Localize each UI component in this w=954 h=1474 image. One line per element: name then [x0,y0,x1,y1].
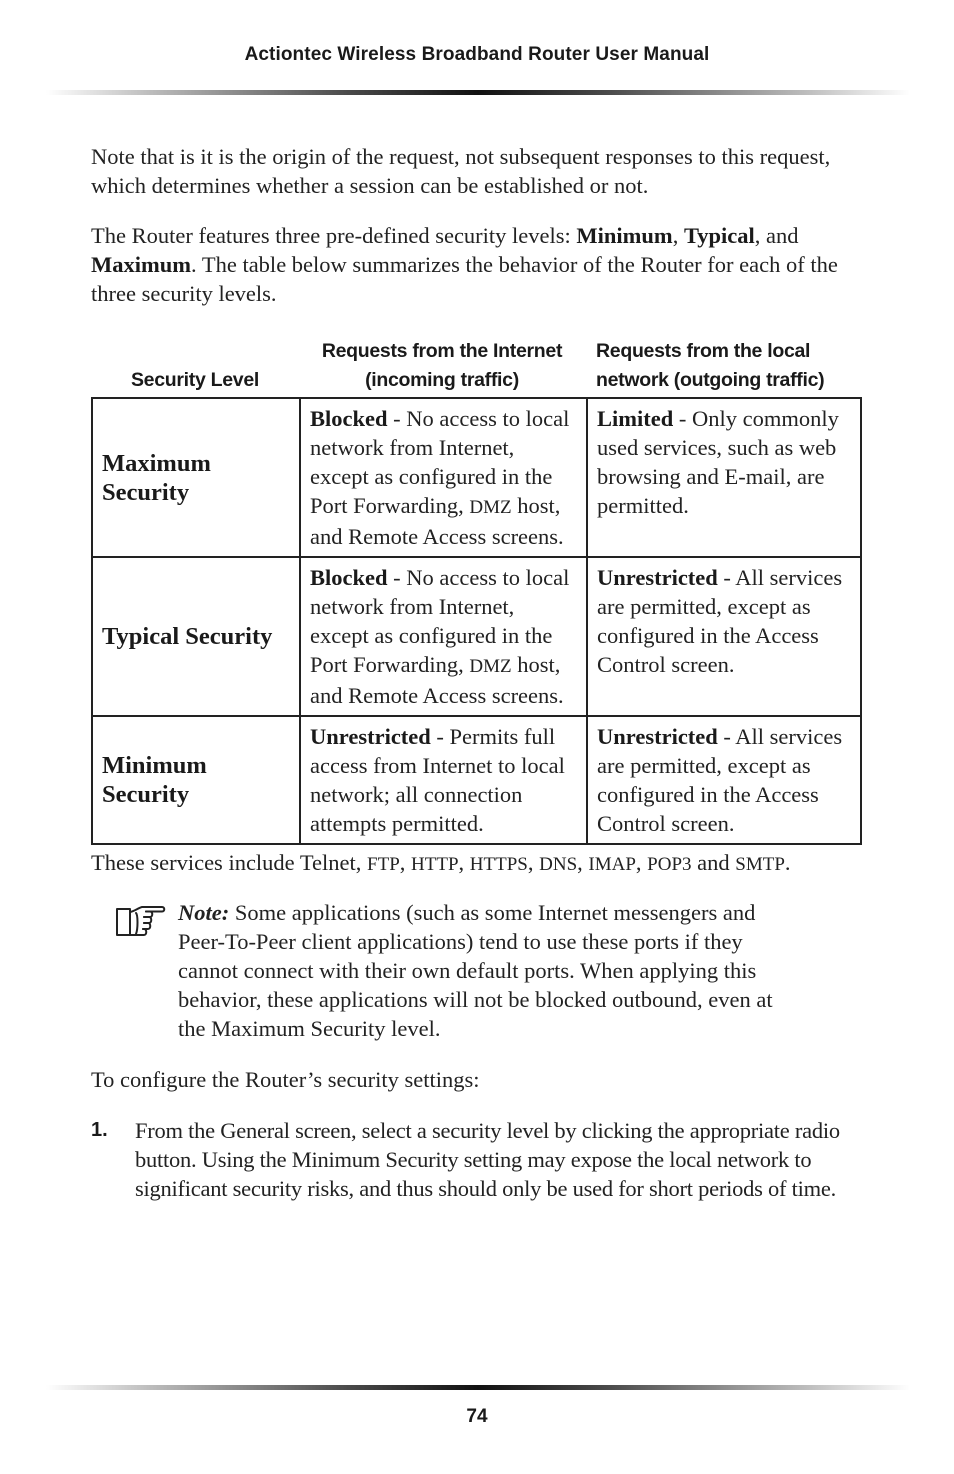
header-divider [46,90,910,95]
table-row [92,716,861,844]
column-header-local-requests: Requests from the local network (outgoing traffic) [596,340,825,391]
page-number: 74 [466,1406,488,1427]
level-term-minimum: Minimum [576,223,673,248]
running-header-title: Actiontec Wireless Broadband Router User Manual [244,44,710,65]
column-header-security-level: Security Level [130,369,260,391]
incoming-traffic-cell: Blocked - No access to local network from Internet, except as configured in the Port Forwarding, DMZ host, and Remote Access screens. [300,557,587,716]
note-text: Some applications (such as some Internet messengers and Peer-To-Peer client applications) tend to use these ports if they cannot connect with their own default ports. When applying this behavior, these applications will not be blocked outbound, even at the Maximum Security level. [178,900,773,1041]
level-term-typical: Typical [683,223,755,248]
intro-paragraph-security-levels: The Router features three pre-defined security levels: Minimum, Typical, and Maximum. The table below summarizes the behavior of the Router for each of the three security levels. [91,223,838,306]
note-label: Note: [178,900,230,925]
table-row [92,557,861,716]
step-text: From the General screen, select a security level by clicking the appropriate radio button. Using the Minimum Security setting may expose the local network to significant security risks, and thus should only be used for short periods of time. [135,1118,840,1201]
services-list-paragraph: These services include Telnet, FTP, HTTP, HTTPS, DNS, IMAP, POP3 and SMTP. [91,850,791,875]
configure-intro: To configure the Router’s security settings: [91,1067,480,1092]
security-level-cell: Maximum Security [92,398,300,557]
footer-divider [46,1385,910,1390]
outgoing-traffic-cell: Unrestricted - All services are permitted, except as configured in the Access Control screen. [587,557,861,716]
table-row [92,398,861,557]
intro-paragraph-session-origin: Note that is it is the origin of the request, not subsequent responses to this request, which determines whether a session can be established or not. [91,144,831,198]
column-header-internet-requests: Requests from the Internet (incoming traffic) [321,340,563,391]
step-number: 1. [91,1119,108,1141]
level-term-maximum: Maximum [91,252,191,277]
note-block [178,898,788,1043]
outgoing-traffic-cell: Unrestricted - All services are permitted, except as configured in the Access Control screen. [587,716,861,844]
incoming-traffic-cell: Blocked - No access to local network from Internet, except as configured in the Port Forwarding, DMZ host, and Remote Access screens. [300,398,587,557]
security-levels-table [91,397,862,845]
security-level-cell: Typical Security [92,557,300,716]
outgoing-traffic-cell: Limited - Only commonly used services, such as web browsing and E-mail, are permitted. [587,398,861,557]
pointing-hand-icon [114,901,170,941]
incoming-traffic-cell: Unrestricted - Permits full access from Internet to local network; all connection attempts permitted. [300,716,587,844]
security-level-cell: Minimum Security [92,716,300,844]
